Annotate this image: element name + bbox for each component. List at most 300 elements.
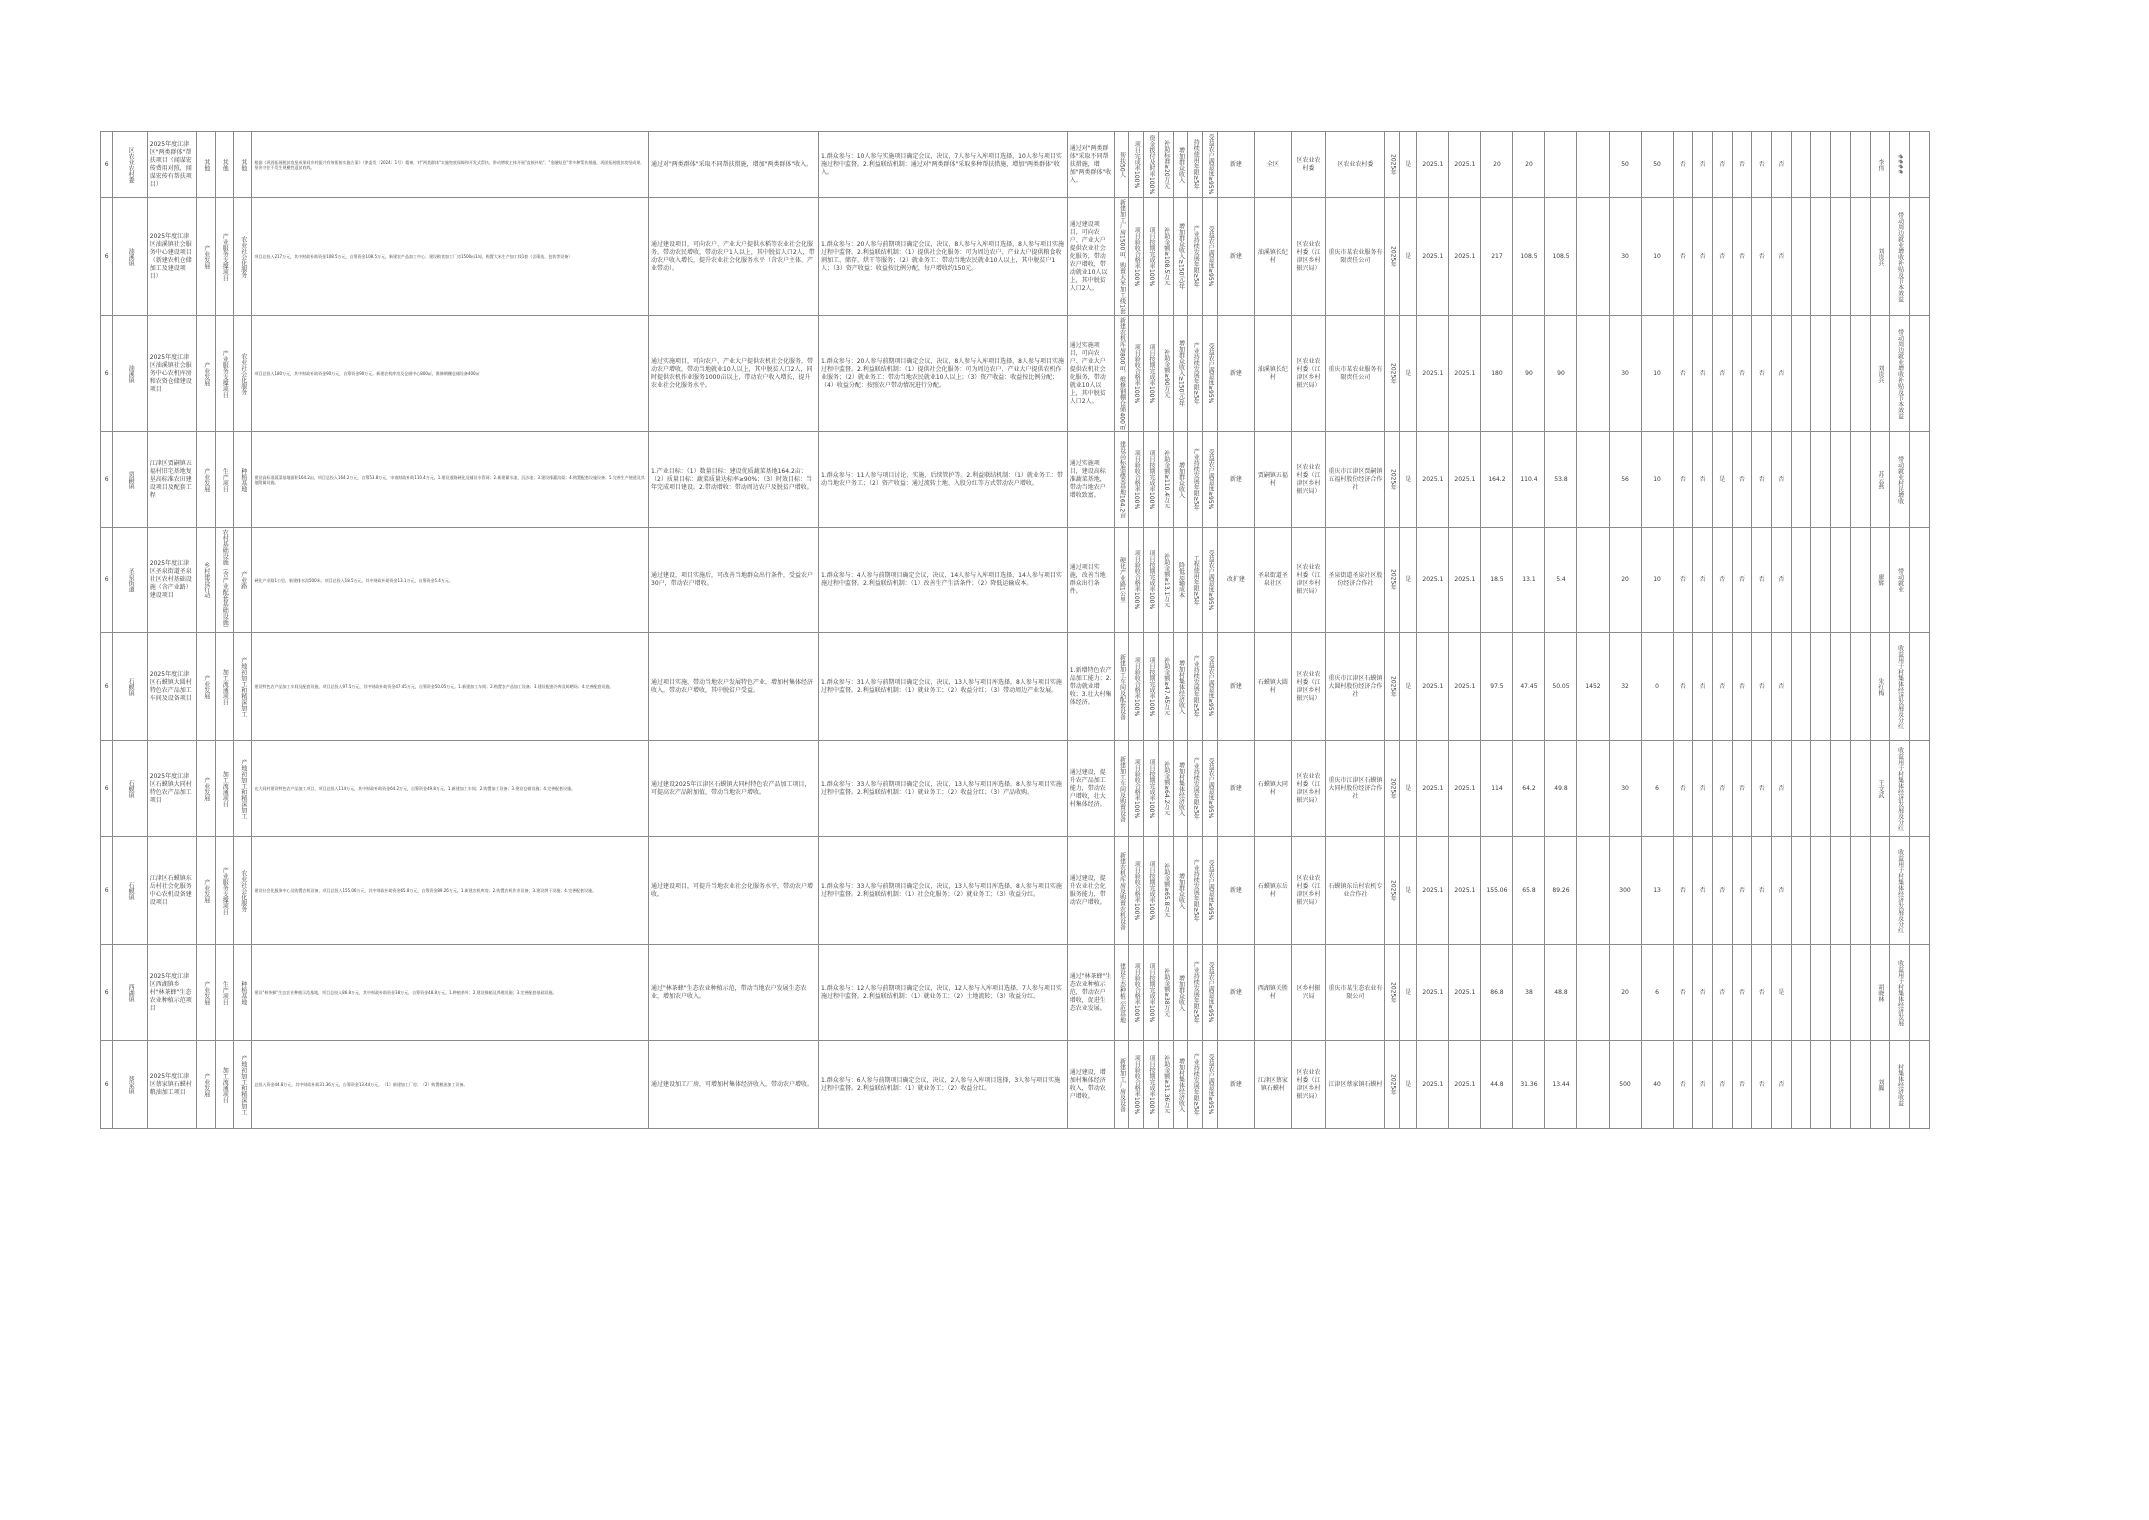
cell-empty	[1909, 132, 1929, 198]
cell-q3: 项目按期完成率100%	[1144, 945, 1159, 1041]
cell-empty	[1831, 945, 1851, 1041]
cell-f2: 53.8	[1545, 432, 1577, 528]
cell-contact: 石蟆镇东岳村农机专业合作社	[1326, 837, 1385, 945]
cell-f2: 50.05	[1545, 633, 1577, 741]
cell-f3	[1577, 528, 1609, 633]
cell-q4: 补助金额≥108.5万元	[1158, 198, 1173, 316]
cell-q7: 受益农户满意度≥95%	[1203, 528, 1218, 633]
cell-type2: 其他	[215, 132, 233, 198]
cell-q7: 受益农户满意度≥95%	[1203, 1041, 1218, 1129]
cell-status: 新建	[1217, 945, 1254, 1041]
cell-y1: 否	[1673, 198, 1693, 316]
cell-name: 2025年度江津区蔡家镇石蟆村粮油加工项目	[147, 1041, 196, 1129]
cell-y2: 否	[1693, 633, 1713, 741]
cell-mech: 1.群众参与：6人参与前期项目确定会议，决议，2人参与入库项目选择，3人参与项目实施过程中监督。2.利益联结机制：（1）就业务工；（2）收益分红。	[819, 1041, 1068, 1129]
cell-f3	[1577, 132, 1609, 198]
cell-q2: 项目验收合格率100%	[1129, 432, 1144, 528]
cell-y4: 否	[1732, 633, 1752, 741]
cell-type3: 其他	[234, 132, 252, 198]
cell-content: 总投入资金44.8万元，其中财政补助31.36万元，自筹资金13.44万元。（1）新建加工厂房；（2）购置粮油加工设备。	[252, 1041, 649, 1129]
cell-empty	[1791, 316, 1811, 432]
cell-goal: 通过建设，项目实施后，可改善当地群众出行条件，受益农户30户，带动农户增收。	[649, 528, 819, 633]
cell-y5: 否	[1752, 837, 1772, 945]
cell-year: 2025年	[1385, 945, 1400, 1041]
cell-poor: 10	[1641, 198, 1673, 316]
cell-fund: 65.8	[1513, 837, 1545, 945]
cell-no: 6	[101, 528, 113, 633]
cell-phone: 收益用于村集体经济发展及分红	[1890, 633, 1910, 741]
cell-benefit: 1.新增特色农产品加工能力；2.带动就业增收；3.壮大村集体经济。	[1067, 633, 1114, 741]
cell-q2: 项目验收合格率100%	[1129, 837, 1144, 945]
cell-start: 2025.1	[1417, 945, 1449, 1041]
cell-goal: 1.产业目标：（1）数量目标：建设优质蔬菜基地164.2亩；（2）质量目标：蔬菜质量达标率≥90%；（3）时效目标：当年完成项目建设。2.带动增收：带动周边农户及脱贫户增收。	[649, 432, 819, 528]
cell-empty	[1831, 741, 1851, 837]
cell-type2: 产业服务支撑项目	[215, 316, 233, 432]
cell-end: 2025.1	[1449, 741, 1481, 837]
cell-q7: 受益农户满意度≥95%	[1203, 316, 1218, 432]
cell-fund: 64.2	[1513, 741, 1545, 837]
cell-mech: 1.群众参与：11人参与项目讨论、实施、后续管护等。2.利益联结机制：（1）就业务工：带动当地农户务工；（2）资产收益：通过流转土地、入股分红等方式带动农户增收。	[819, 432, 1068, 528]
cell-q5: 增加村集体经济收入	[1173, 1041, 1188, 1129]
cell-q5: 增加群众收入	[1173, 432, 1188, 528]
cell-q3: 项目按期完成率100%	[1144, 837, 1159, 945]
cell-content: 在大同村建设特色农产品加工项目，项目总投入114万元，其中财政补助资金64.2万元，自筹资金49.8万元。1.新建加工车间；2.购置加工设备；3.建设仓储设施；4.完善配套设施。	[252, 741, 649, 837]
cell-empty	[1850, 432, 1870, 528]
cell-benefit: 通过建设，提升农产品加工能力，带动农户增收，壮大村集体经济。	[1067, 741, 1114, 837]
cell-f3	[1577, 432, 1609, 528]
cell-content: 项目总投入180万元，其中财政补助资金90万元，自筹资金90万元。新建农机库房及仓储中心800㎡，维修钢棚仓储设备400㎡	[252, 316, 649, 432]
cell-goal: 通过项目实施，带动当地农户发展特色产业，增加村集体经济收入，带动农户增收，其中脱贫户受益。	[649, 633, 819, 741]
cell-q2: 项目完成率100%	[1129, 132, 1144, 198]
cell-town: 石蟆镇	[113, 741, 147, 837]
cell-fund: 13.1	[1513, 528, 1545, 633]
cell-phone: 带动就业	[1890, 528, 1910, 633]
cell-q3: 项目按期完成率100%	[1144, 316, 1159, 432]
cell-q3: 项目按期完成率100%	[1144, 198, 1159, 316]
cell-status: 新建	[1217, 633, 1254, 741]
cell-name: 2025年度江津区石蟆镇大同村特色农产品加工项目	[147, 741, 196, 837]
cell-y1: 否	[1673, 316, 1693, 432]
cell-q6: 产业持续发展年限≥5年	[1188, 741, 1203, 837]
cell-town: 贾嗣镇	[113, 432, 147, 528]
cell-goal: 通过实施项目，可向农户、产业大户提供农机社会化服务，带动农户增收，带动当地就业10人以上，其中脱贫人口2人，同时提供农机作业服务1000亩以上，带动农户收入增长，提升农业社会化服务水平。	[649, 316, 819, 432]
cell-owner: 区农业农村委（江津区乡村振兴局）	[1291, 198, 1325, 316]
cell-manager: 刘腾	[1870, 1041, 1890, 1129]
cell-total: 217	[1481, 198, 1513, 316]
cell-y3: 否	[1712, 945, 1732, 1041]
cell-q3: 项目按期完成率100%	[1144, 1041, 1159, 1129]
cell-type1: 产业发展	[197, 1041, 215, 1129]
cell-mech: 1.群众参与：12人参与前期项目确定会议，决议，12人参与入库项目选择，7人参与项目实施过程中监督。2.利益联结机制：（1）就业务工；（2）土地流转；（3）收益分红。	[819, 945, 1068, 1041]
cell-place: 石蟆镇大圆村	[1254, 633, 1291, 741]
cell-year: 2025年	[1385, 198, 1400, 316]
cell-town: 蔡家镇	[113, 1041, 147, 1129]
cell-year: 2025年	[1385, 316, 1400, 432]
cell-y4: 否	[1732, 316, 1752, 432]
cell-status: 新建	[1217, 316, 1254, 432]
cell-total: 97.5	[1481, 633, 1513, 741]
cell-q6: 工程使用年限≥5年	[1188, 528, 1203, 633]
cell-q2: 项目验收合格率100%	[1129, 198, 1144, 316]
cell-total: 180	[1481, 316, 1513, 432]
cell-empty	[1909, 837, 1929, 945]
cell-empty	[1811, 198, 1831, 316]
cell-contact: 重庆市江津区石蟆镇大圆村股份经济合作社	[1326, 633, 1385, 741]
cell-year: 2025年	[1385, 132, 1400, 198]
cell-y6: 是	[1772, 945, 1792, 1041]
cell-y4: 否	[1732, 432, 1752, 528]
cell-manager: 廖辉	[1870, 528, 1890, 633]
cell-type3: 产地初加工和精深加工	[234, 741, 252, 837]
cell-flag: 是	[1400, 837, 1417, 945]
cell-mech: 1.群众参与：20人参与前期项目确定会议，决议，8人参与入库项目选择，8人参与项目实施过程中监督。2.利益联结机制：（1）提供社会化服务：可为周边农户、产业大户提供粮食收割加工、储存、烘干等服务；（2）就业务工：带动当地农民就业10人以上，其中脱贫户1人；（3）资产收益：收益按比例分配，每户增收约150元。	[819, 198, 1068, 316]
cell-phone: 带动周边就业增收补贴及节本效益	[1890, 316, 1910, 432]
cell-q1: 硬化产业路1公里	[1114, 528, 1129, 633]
cell-type1: 产业发展	[197, 198, 215, 316]
cell-benef: 50	[1609, 132, 1641, 198]
cell-place: 西湖镇关胜村	[1254, 945, 1291, 1041]
cell-type1: 产业发展	[197, 633, 215, 741]
cell-start: 2025.1	[1417, 741, 1449, 837]
table-row	[101, 633, 1930, 741]
cell-q4: 补助金额≥110.4万元	[1158, 432, 1173, 528]
cell-empty	[1909, 945, 1929, 1041]
cell-empty	[1831, 837, 1851, 945]
cell-content: 根据《巩固拓展脱贫攻坚成果同乡村振兴有效衔接实施方案》（津委发〔2024〕1号）精神，对"两类群体"实施兜底保障和开发式帮扶，带动增收主体开展"直接补贴"、"金融贴息"等多种帮扶措施，巩固拓展脱贫攻坚成果，坚决守住不发生规模性返贫底线。	[252, 132, 649, 198]
cell-q6: 产业持续发展年限≥5年	[1188, 633, 1203, 741]
cell-empty	[1831, 432, 1851, 528]
cell-y5: 否	[1752, 528, 1772, 633]
cell-start: 2025.1	[1417, 198, 1449, 316]
cell-y1: 否	[1673, 945, 1693, 1041]
cell-place: 石蟆镇大同村	[1254, 741, 1291, 837]
cell-y3: 否	[1712, 198, 1732, 316]
cell-empty	[1850, 316, 1870, 432]
cell-content: 建设"林茶蜂"生态农业种植示范基地，项目总投入86.8万元，其中财政补助资金38万元，自筹资金48.8万元。1.种植茶叶；2.建设蜂箱及养殖设施；3.完善配套基础设施。	[252, 945, 649, 1041]
cell-total: 114	[1481, 741, 1513, 837]
cell-empty	[1811, 316, 1831, 432]
cell-empty	[1791, 741, 1811, 837]
table-row	[101, 945, 1930, 1041]
cell-f2: 89.26	[1545, 837, 1577, 945]
cell-empty	[1811, 432, 1831, 528]
cell-contact: 区农业农村委	[1326, 132, 1385, 198]
cell-flag: 是	[1400, 432, 1417, 528]
cell-benef: 500	[1609, 1041, 1641, 1129]
cell-contact: 重庆市某农业服务有限责任公司	[1326, 198, 1385, 316]
cell-status: 新建	[1217, 432, 1254, 528]
cell-poor: 0	[1641, 633, 1673, 741]
cell-year: 2025年	[1385, 432, 1400, 528]
cell-name: 2025年度江津区圣泉街道圣泉社区农村基础设施（含产业路）建设项目	[147, 528, 196, 633]
cell-y5: 否	[1752, 1041, 1772, 1129]
cell-type2: 加工流通项目	[215, 1041, 233, 1129]
cell-name: 2025年度江津区油溪镇社会服务中心建设项目（新建农机仓储加工及建设项目）	[147, 198, 196, 316]
cell-poor: 13	[1641, 837, 1673, 945]
cell-benefit: 通过"林茶蜂"生态农业种植示范，带动农户增收，促进生态农业发展。	[1067, 945, 1114, 1041]
cell-empty	[1850, 945, 1870, 1041]
cell-empty	[1811, 132, 1831, 198]
cell-q2: 项目验收合格率100%	[1129, 1041, 1144, 1129]
cell-empty	[1831, 1041, 1851, 1129]
cell-start: 2025.1	[1417, 432, 1449, 528]
cell-end: 2025.1	[1449, 837, 1481, 945]
cell-empty	[1909, 528, 1929, 633]
cell-flag: 是	[1400, 132, 1417, 198]
cell-total: 44.8	[1481, 1041, 1513, 1129]
cell-total: 164.2	[1481, 432, 1513, 528]
cell-contact: 江津区蔡家镇石蟆村	[1326, 1041, 1385, 1129]
cell-empty	[1791, 633, 1811, 741]
cell-fund: 47.45	[1513, 633, 1545, 741]
cell-goal: 通过建设项目，可提升当地农业社会化服务水平，带动农户增收。	[649, 837, 819, 945]
cell-q1: 建设高标准蔬菜基地164.2亩	[1114, 432, 1129, 528]
cell-y1: 否	[1673, 1041, 1693, 1129]
cell-f3	[1577, 837, 1609, 945]
cell-y4: 否	[1732, 1041, 1752, 1129]
cell-manager: 朱红梅	[1870, 633, 1890, 741]
cell-type1: 其他	[197, 132, 215, 198]
cell-y3: 否	[1712, 837, 1732, 945]
cell-q3: 项目按期完成率100%	[1144, 528, 1159, 633]
cell-type2: 产业服务支撑项目	[215, 198, 233, 316]
cell-phone: ####	[1890, 132, 1910, 198]
cell-name: 2025年度江津区西湖镇乡村"林茶蜂"生态农业种植示范项目	[147, 945, 196, 1041]
cell-y6: 否	[1772, 316, 1792, 432]
cell-type1: 产业发展	[197, 837, 215, 945]
cell-empty	[1831, 528, 1851, 633]
cell-q2: 项目验收合格率100%	[1129, 633, 1144, 741]
cell-poor: 6	[1641, 741, 1673, 837]
cell-y1: 否	[1673, 432, 1693, 528]
cell-empty	[1811, 633, 1831, 741]
cell-type3: 农业社会化服务	[234, 316, 252, 432]
cell-q5: 增加群众收入	[1173, 837, 1188, 945]
cell-mech: 1.群众参与：20人参与前期项目确定会议，决议，8人参与入库项目选择，8人参与项目实施过程中监督。2.利益联结机制：（1）提供社会化服务：可为周边农户、产业大户提供农机作业服务；（2）就业务工：带动当地农民就业10人以上；（3）资产收益：收益按比例分配；（4）收益分配：按照农户带动情况进行分配。	[819, 316, 1068, 432]
cell-q6: 产业持续发展年限≥5年	[1188, 198, 1203, 316]
cell-y4: 否	[1732, 132, 1752, 198]
cell-y4: 否	[1732, 528, 1752, 633]
cell-q1: 新建加工车间及购置设备	[1114, 741, 1129, 837]
cell-no: 6	[101, 432, 113, 528]
cell-no: 6	[101, 132, 113, 198]
cell-empty	[1850, 198, 1870, 316]
cell-q7: 受益农户满意度≥95%	[1203, 633, 1218, 741]
cell-y6: 否	[1772, 198, 1792, 316]
cell-q5: 增加村集体经济收入	[1173, 741, 1188, 837]
cell-y1: 否	[1673, 633, 1693, 741]
cell-contact: 重庆市某生态农业有限公司	[1326, 945, 1385, 1041]
cell-empty	[1909, 1041, 1929, 1129]
cell-q3: 项目按期完成率100%	[1144, 633, 1159, 741]
cell-mech: 1.群众参与：33人参与前期项目确定会议，决议，13人参与项目库选择，8人参与项目实施过程中监督。2.利益联结机制：（1）就业务工；（2）收益分红；（3）产品收购。	[819, 741, 1068, 837]
cell-town: 石蟆镇	[113, 837, 147, 945]
cell-town: 油溪镇	[113, 198, 147, 316]
cell-no: 6	[101, 316, 113, 432]
cell-owner: 区农业农村委（江津区乡村振兴局）	[1291, 633, 1325, 741]
cell-empty	[1791, 837, 1811, 945]
cell-goal: 通过对"两类群体"采取不同帮扶措施，增加"两类群体"收入。	[649, 132, 819, 198]
cell-goal: 通过"林茶蜂"生态农业种植示范，带动当地农户发展生态农业，增加农户收入。	[649, 945, 819, 1041]
cell-empty	[1831, 633, 1851, 741]
cell-name: 2025年度江津区"两类群体"帮扶项目（闻谋宏传费用对照，闻谋宏传有帮扶项目）	[147, 132, 196, 198]
cell-empty	[1831, 132, 1851, 198]
cell-q6: 产业持续发展年限≥5年	[1188, 837, 1203, 945]
cell-y6: 否	[1772, 528, 1792, 633]
cell-end: 2025.1	[1449, 132, 1481, 198]
cell-benefit: 通过实施项目，建设高标准蔬菜基地，带动当地农户增收致富。	[1067, 432, 1114, 528]
cell-empty	[1850, 1041, 1870, 1129]
cell-content: 建设特色农产品加工车间及配套设施，项目总投入97.5万元，其中财政补助资金47.45万元，自筹资金50.05万元。1.新建加工车间；2.购置农产品加工设备；3.建设配套冷库及晾晒场；4.完善配套设施。	[252, 633, 649, 741]
cell-q3: 资金拨付及时率100%	[1144, 132, 1159, 198]
cell-f2: 48.8	[1545, 945, 1577, 1041]
cell-end: 2025.1	[1449, 198, 1481, 316]
cell-type1: 产业发展	[197, 316, 215, 432]
cell-year: 2025年	[1385, 528, 1400, 633]
cell-phone: 收益用于村集体经济发展	[1890, 945, 1910, 1041]
cell-type3: 产地初加工和精深加工	[234, 633, 252, 741]
table-row	[101, 432, 1930, 528]
cell-fund: 31.36	[1513, 1041, 1545, 1129]
cell-start: 2025.1	[1417, 316, 1449, 432]
cell-f3	[1577, 198, 1609, 316]
cell-q4: 补助金额≥13.1万元	[1158, 528, 1173, 633]
cell-q4: 补助金额≥65.8万元	[1158, 837, 1173, 945]
cell-mech: 1.群众参与：4人参与前期项目确定会议，决议，14人参与入库项目选择，14人参与项目实施过程中监督。2.利益联结机制：（1）改善生产生活条件；（2）降低运输成本。	[819, 528, 1068, 633]
cell-status: 新建	[1217, 1041, 1254, 1129]
cell-poor: 10	[1641, 316, 1673, 432]
cell-empty	[1850, 741, 1870, 837]
cell-y4: 否	[1732, 837, 1752, 945]
cell-type3: 农业社会化服务	[234, 837, 252, 945]
cell-empty	[1831, 316, 1851, 432]
cell-place: 油溪镇长纪村	[1254, 316, 1291, 432]
cell-type3: 农业社会化服务	[234, 198, 252, 316]
cell-benefit: 通过对"两类群体"采取不同帮扶措施，增加"两类群体"收入。	[1067, 132, 1114, 198]
cell-f2: 13.44	[1545, 1041, 1577, 1129]
cell-y3: 否	[1712, 132, 1732, 198]
cell-no: 6	[101, 741, 113, 837]
cell-flag: 是	[1400, 198, 1417, 316]
cell-flag: 是	[1400, 316, 1417, 432]
cell-q4: 补助标准≥20万元	[1158, 132, 1173, 198]
cell-owner: 区乡村振兴局	[1291, 945, 1325, 1041]
cell-year: 2025年	[1385, 633, 1400, 741]
cell-place: 圣泉街道圣泉社区	[1254, 528, 1291, 633]
cell-place: 全区	[1254, 132, 1291, 198]
cell-total: 18.5	[1481, 528, 1513, 633]
cell-total: 20	[1481, 132, 1513, 198]
cell-f2	[1545, 132, 1577, 198]
cell-type3: 种植基地	[234, 432, 252, 528]
cell-poor: 10	[1641, 528, 1673, 633]
cell-phone: 收益用于村集体经济发展及分红	[1890, 741, 1910, 837]
cell-phone: 村集体经济收益	[1890, 1041, 1910, 1129]
project-table	[100, 131, 1930, 1129]
cell-q1: 帮扶50人	[1114, 132, 1129, 198]
cell-empty	[1909, 198, 1929, 316]
cell-year: 2025年	[1385, 837, 1400, 945]
cell-type1: 产业发展	[197, 432, 215, 528]
cell-y5: 否	[1752, 198, 1772, 316]
cell-manager	[1870, 837, 1890, 945]
cell-q3: 项目按期完成率100%	[1144, 741, 1159, 837]
cell-f3	[1577, 1041, 1609, 1129]
cell-owner: 区农业农村委（江津区乡村振兴局）	[1291, 316, 1325, 432]
cell-name: 江津区石蟆镇东岳村社会化服务中心农机设备建设项目	[147, 837, 196, 945]
cell-type1: 产业发展	[197, 741, 215, 837]
cell-year: 2025年	[1385, 1041, 1400, 1129]
cell-poor: 6	[1641, 945, 1673, 1041]
cell-y1: 否	[1673, 741, 1693, 837]
cell-total: 86.8	[1481, 945, 1513, 1041]
cell-q1: 新建加工厂房及设备	[1114, 1041, 1129, 1129]
cell-f3	[1577, 316, 1609, 432]
cell-mech: 1.群众参与：31人参与前期项目确定会议，决议，13人参与项目库选择，8人参与项目实施过程中监督。2.利益联结机制：（1）就业务工；（2）收益分红；（3）带动周边产业发展。	[819, 633, 1068, 741]
cell-empty	[1811, 837, 1831, 945]
cell-end: 2025.1	[1449, 633, 1481, 741]
cell-benefit: 通过建设，提升农业社会化服务能力，带动农户增收。	[1067, 837, 1114, 945]
cell-y6: 否	[1772, 837, 1792, 945]
cell-empty	[1791, 528, 1811, 633]
cell-contact: 重庆市某农业服务有限责任公司	[1326, 316, 1385, 432]
cell-empty	[1909, 432, 1929, 528]
cell-benefit: 通过建设，增加村集体经济收入，带动农户增收。	[1067, 1041, 1114, 1129]
cell-empty	[1831, 198, 1851, 316]
cell-place: 贾嗣镇五福村	[1254, 432, 1291, 528]
cell-start: 2025.1	[1417, 132, 1449, 198]
cell-status: 新建	[1217, 132, 1254, 198]
cell-y3: 否	[1712, 741, 1732, 837]
cell-content: 硬化产业路1公里，新建排水沟500米，项目总投入18.5万元，其中财政补助资金13.1万元，自筹资金5.4万元。	[252, 528, 649, 633]
cell-y3: 否	[1712, 528, 1732, 633]
cell-type2: 加工流通项目	[215, 741, 233, 837]
cell-owner: 区农业农村委（江津区乡村振兴局）	[1291, 1041, 1325, 1129]
cell-poor: 50	[1641, 132, 1673, 198]
cell-type2: 加工流通项目	[215, 633, 233, 741]
cell-benef: 30	[1609, 741, 1641, 837]
cell-y4: 否	[1732, 198, 1752, 316]
cell-empty	[1850, 837, 1870, 945]
cell-y2: 否	[1693, 132, 1713, 198]
cell-q6: 产业持续发展年限≥5年	[1188, 945, 1203, 1041]
cell-end: 2025.1	[1449, 1041, 1481, 1129]
cell-flag: 是	[1400, 528, 1417, 633]
cell-manager: 刘贵兵	[1870, 198, 1890, 316]
cell-q4: 补助金额≥64.2万元	[1158, 741, 1173, 837]
cell-no: 6	[101, 1041, 113, 1129]
cell-goal: 通过建设2025年江津区石蟆镇大同村特色农产品加工项目，可提高农产品附加值，带动当地农户增收。	[649, 741, 819, 837]
cell-phone: 带动就业村民增收	[1890, 432, 1910, 528]
cell-name: 2025年度江津区油溪镇社会服务中心农机库房和农资仓储建设项目	[147, 316, 196, 432]
cell-end: 2025.1	[1449, 528, 1481, 633]
cell-start: 2025.1	[1417, 633, 1449, 741]
cell-type1: 产业发展	[197, 945, 215, 1041]
cell-flag: 是	[1400, 1041, 1417, 1129]
cell-y3: 是	[1712, 432, 1732, 528]
cell-benef: 56	[1609, 432, 1641, 528]
cell-mech: 1.群众参与：10人参与实施项目确定会议，决议，7人参与入库项目选择，10人参与项目实施过程中监督。2.利益联结机制：通过对"两类群体"采取多种帮扶措施，增加"两类群体"收入。	[819, 132, 1068, 198]
cell-y5: 否	[1752, 132, 1772, 198]
cell-q4: 补助金额≥47.45万元	[1158, 633, 1173, 741]
cell-q5: 降低运输成本	[1173, 528, 1188, 633]
cell-no: 6	[101, 198, 113, 316]
cell-fund: 108.5	[1513, 198, 1545, 316]
cell-q7: 受益农户满意度≥95%	[1203, 837, 1218, 945]
cell-f2: 49.8	[1545, 741, 1577, 837]
cell-y4: 否	[1732, 945, 1752, 1041]
cell-town: 圣泉街道	[113, 528, 147, 633]
